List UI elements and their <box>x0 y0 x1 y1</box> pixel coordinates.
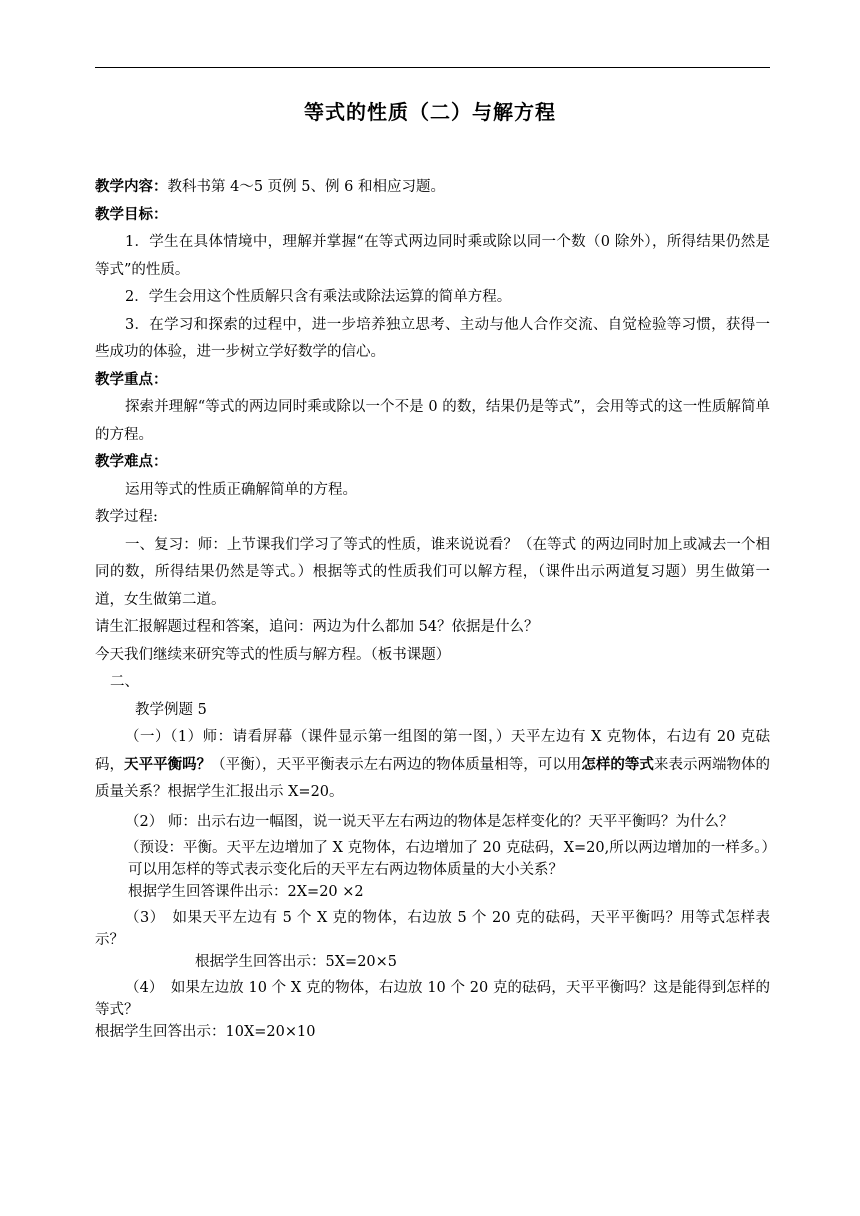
step-1-text-c: （平衡），天平平衡表示左右两边的物体质量相等，可以用 <box>211 756 582 773</box>
difficulty-label: 教学难点： <box>95 454 168 470</box>
key-point-text: 探索并理解“等式的两边同时乘或除以一个不是 0 的数，结果仍是等式”，会用等式的这一性质解简单的方程。 <box>95 399 770 443</box>
goal-3: 3．在学习和探索的过程中，进一步培养独立思考、主动与他人合作交流、自觉检验等习惯，获得一些成功的体验，进一步树立学好数学的信心。 <box>95 316 770 360</box>
goal-1: 1．学生在具体情境中，理解并掌握“在等式两边同时乘或除以同一个数（0 除外），所得结果仍然是等式”的性质。 <box>95 234 770 278</box>
document-body <box>95 174 776 1043</box>
teaching-content-text: 教科书第 4～5 页例 5、例 6 和相应习题。 <box>167 179 445 195</box>
teaching-content <box>95 174 770 202</box>
key-point-label: 教学重点： <box>95 371 168 388</box>
teaching-goals-label: 教学目标： <box>95 206 168 223</box>
step-1-paragraph <box>95 724 770 807</box>
difficulty-text: 运用等式的性质正确解简单的方程。 <box>125 481 357 498</box>
section-2-heading: 二、 <box>110 674 139 690</box>
teaching-content-label: 教学内容： <box>95 179 168 195</box>
step-1-bold-phrase: 怎样的等式 <box>581 756 654 773</box>
step-2-prediction: （预设：平衡。天平左边增加了 X 克物体，右边增加了 20 克砝码，X=20,所以两边增加的一样多。） <box>125 839 776 856</box>
goal-2: 2．学生会用这个性质解只含有乘法或除法运算的简单方程。 <box>125 289 512 305</box>
step-1-bold-question: 天平平衡吗？ <box>124 756 212 773</box>
report-paragraph: 请生汇报解题过程和答案，追问：两边为什么都加 54？依据是什么？ <box>95 619 539 635</box>
today-paragraph: 今天我们继续来研究等式的性质与解方程。（板书课题） <box>95 646 451 663</box>
step-1-text-e: 来表示两端物体的质量关系？根据学生汇报出示 X=20。 <box>95 756 771 800</box>
header-rule <box>95 67 770 68</box>
step-3-paragraph: （3） 如果天平左边有 5 个 X 克的物体，右边放 5 个 20 克的砝码，天平平衡吗？用等式怎样表示？ <box>95 909 770 948</box>
step-1-text-a: （一）（1）师：请看屏幕（课件显示第一组图的第一图，）天平左边有 X 克物体，右边有 20 克砝码， <box>95 729 770 773</box>
document-title: 等式的性质（二）与解方程 <box>304 100 556 124</box>
review-paragraph: 一、复习：师：上节课我们学习了等式的性质，谁来说说看？（在等式 的两边同时加上或减去一个相同的数，所得结果仍然是等式。）根据等式的性质我们可以解方程，（课件出示两道复习题）男生做第一道，女生做第二道。 <box>95 536 770 608</box>
step-2-result: 根据学生回答课件出示：2X=20 ×2 <box>128 883 364 900</box>
step-2-question: 可以用怎样的等式表示变化后的天平左右两边物体质量的大小关系？ <box>128 861 563 878</box>
step-4-paragraph: （4） 如果左边放 10 个 X 克的物体，右边放 10 个 20 克的砝码，天平平衡吗？这是能得到怎样的等式？ <box>95 979 770 1018</box>
step-2-paragraph: （2） 师：出示右边一幅图，说一说天平左右两边的物体是怎样变化的？天平平衡吗？为什么？ <box>125 813 734 830</box>
step-3-result: 根据学生回答出示：5X=20×5 <box>195 953 398 970</box>
process-label: 教学过程: <box>95 509 158 525</box>
example-5-heading: 教学例题 5 <box>135 701 207 718</box>
step-4-result: 根据学生回答出示：10X=20×10 <box>95 1023 316 1040</box>
